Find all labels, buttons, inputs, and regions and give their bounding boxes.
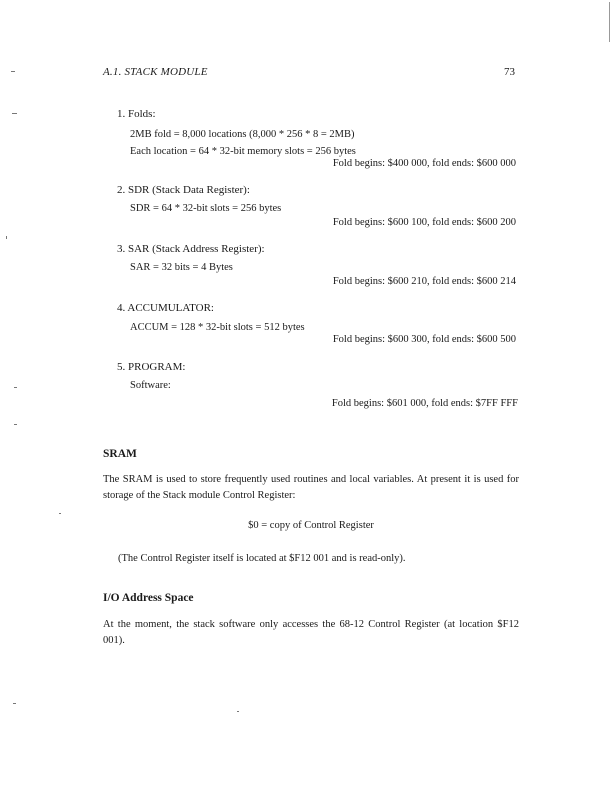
list-item-line: SDR = 64 * 32-bit slots = 256 bytes bbox=[130, 203, 282, 214]
scan-artifact bbox=[59, 513, 61, 514]
sram-paragraph: The SRAM is used to store frequently used routines and local variables. At present it is used for storage of the Stack module Control Register: bbox=[103, 474, 519, 501]
list-item-line: Software: bbox=[130, 380, 171, 391]
section-heading-sram: SRAM bbox=[103, 448, 137, 460]
list-item-line: SAR = 32 bits = 4 Bytes bbox=[130, 262, 233, 273]
list-item-line: Each location = 64 * 32-bit memory slots = 256 bytes bbox=[130, 146, 356, 157]
running-header: A.1. STACK MODULE bbox=[103, 66, 208, 78]
fold-range: Fold begins: $601 000, fold ends: $7FF FFF bbox=[331, 398, 518, 409]
page-number: 73 bbox=[504, 66, 515, 78]
fold-range: Fold begins: $400 000, fold ends: $600 000 bbox=[332, 158, 516, 169]
io-paragraph: At the moment, the stack software only accesses the 68-12 Control Register (at location $F12 001). bbox=[103, 619, 519, 646]
section-heading-io: I/O Address Space bbox=[103, 592, 194, 604]
list-item-title: 3. SAR (Stack Address Register): bbox=[117, 243, 265, 255]
scan-artifact bbox=[12, 113, 17, 114]
fold-range: Fold begins: $600 210, fold ends: $600 214 bbox=[332, 276, 516, 287]
scan-artifact bbox=[6, 236, 7, 239]
fold-range: Fold begins: $600 300, fold ends: $600 500 bbox=[332, 334, 516, 345]
scan-artifact bbox=[14, 424, 17, 425]
list-item-title: 4. ACCUMULATOR: bbox=[117, 302, 214, 314]
scan-artifact bbox=[609, 2, 610, 42]
list-item-line: ACCUM = 128 * 32-bit slots = 512 bytes bbox=[130, 322, 305, 333]
scan-artifact bbox=[11, 71, 15, 72]
list-item-title: 5. PROGRAM: bbox=[117, 361, 186, 373]
list-item-title: 2. SDR (Stack Data Register): bbox=[117, 184, 250, 196]
scan-artifact bbox=[14, 387, 17, 388]
sram-note: (The Control Register itself is located at $F12 001 and is read-only). bbox=[118, 553, 406, 564]
scan-artifact bbox=[13, 703, 16, 704]
fold-range: Fold begins: $600 100, fold ends: $600 200 bbox=[332, 217, 516, 228]
list-item-line: 2MB fold = 8,000 locations (8,000 * 256 * 8 = 2MB) bbox=[130, 129, 355, 140]
list-item-title: 1. Folds: bbox=[117, 108, 156, 120]
sram-equation: $0 = copy of Control Register bbox=[248, 520, 374, 531]
scan-artifact bbox=[237, 711, 239, 712]
